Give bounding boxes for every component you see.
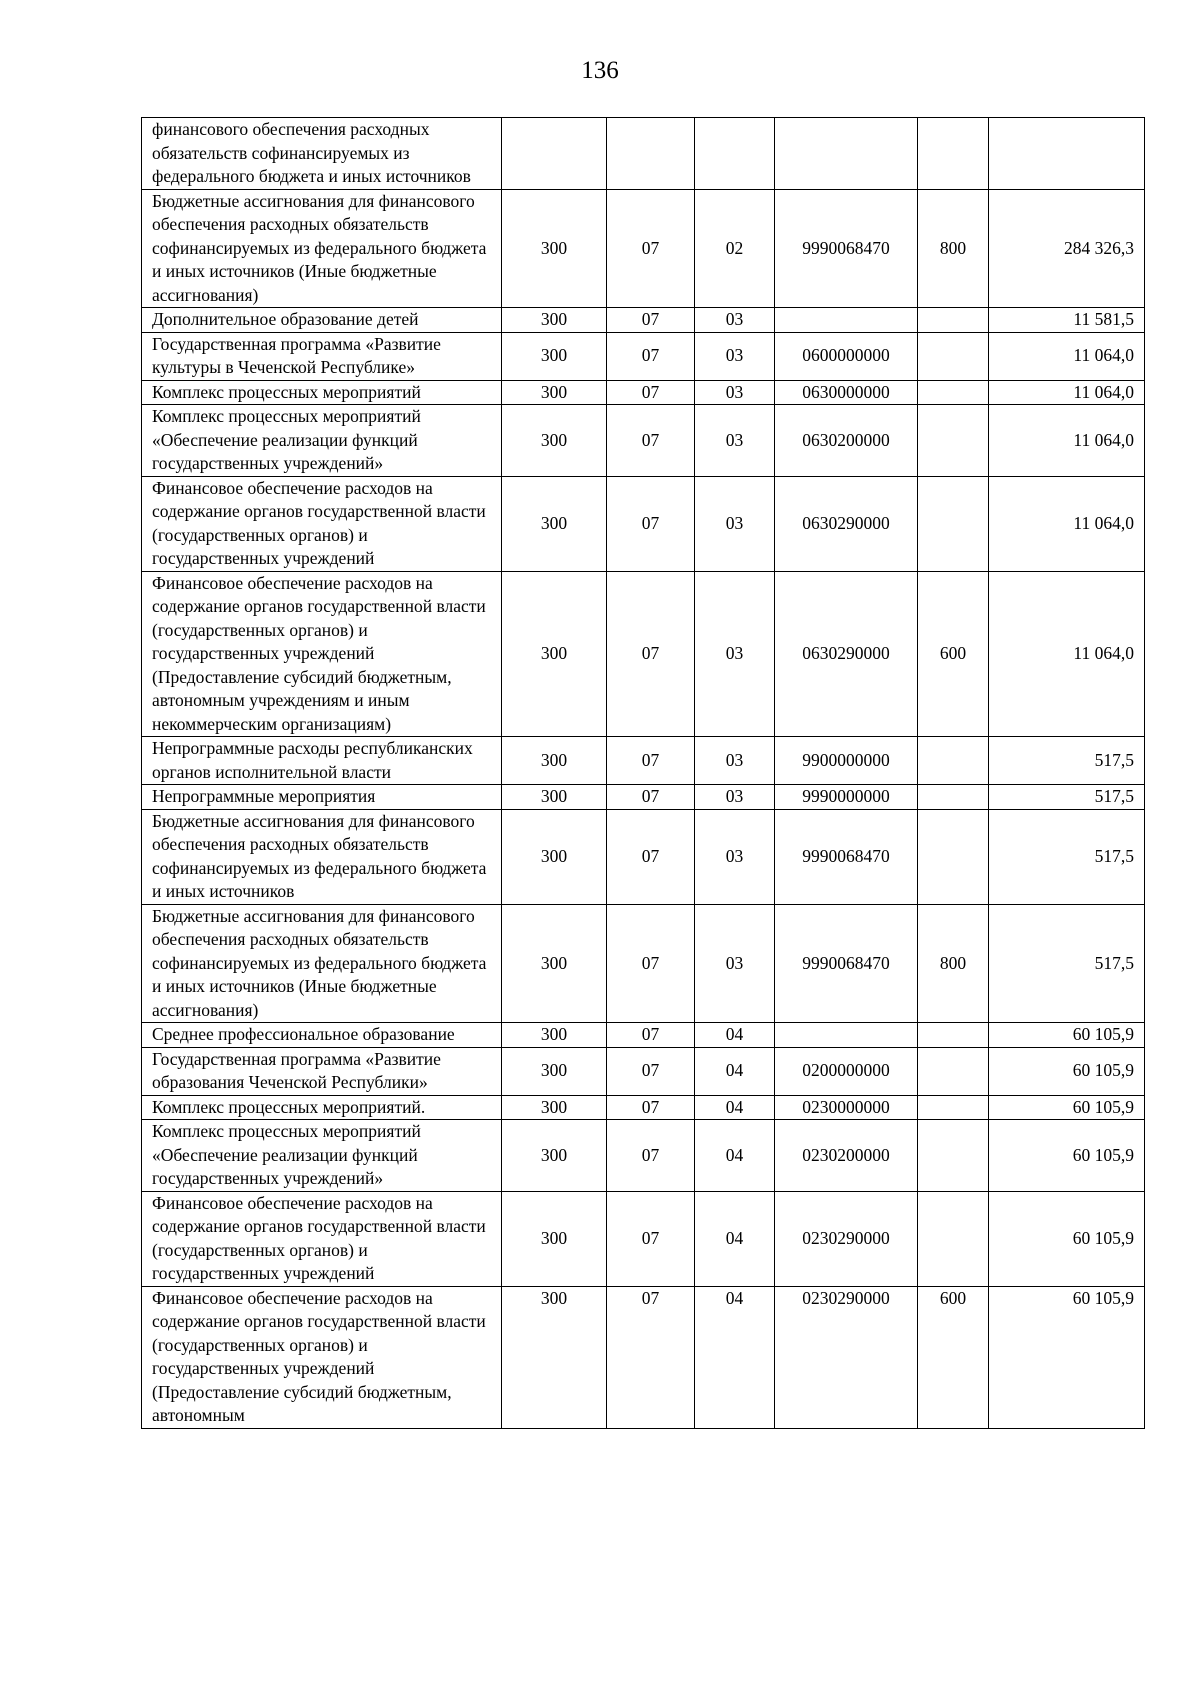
row-name-cell: Государственная программа «Развитие культуры в Чеченской Республике» [142,332,502,380]
rz-cell: 07 [607,476,695,571]
table-row [142,1047,1145,1095]
amount-cell: 60 105,9 [989,1191,1145,1286]
amount-cell: 11 064,0 [989,571,1145,737]
csr-cell [775,118,918,190]
table-row [142,904,1145,1023]
pr-cell: 04 [695,1286,775,1428]
ved-cell: 300 [502,1286,607,1428]
csr-cell: 9990068470 [775,809,918,904]
rz-cell: 07 [607,380,695,405]
ved-cell: 300 [502,308,607,333]
table-row [142,571,1145,737]
ved-cell: 300 [502,737,607,785]
row-name-cell: Комплекс процессных мероприятий «Обеспечение реализации функций государственных учреждений» [142,1120,502,1192]
csr-cell: 0230200000 [775,1120,918,1192]
amount-cell: 11 064,0 [989,380,1145,405]
amount-cell: 60 105,9 [989,1095,1145,1120]
vr-cell: 600 [918,1286,989,1428]
amount-cell: 517,5 [989,785,1145,810]
csr-cell: 0630290000 [775,476,918,571]
budget-table [141,117,1145,1429]
pr-cell: 04 [695,1047,775,1095]
pr-cell: 03 [695,405,775,477]
ved-cell: 300 [502,1191,607,1286]
table-row [142,1095,1145,1120]
rz-cell: 07 [607,1023,695,1048]
table-row [142,1286,1145,1428]
table-row [142,118,1145,190]
ved-cell: 300 [502,476,607,571]
row-name-cell: Непрограммные мероприятия [142,785,502,810]
pr-cell: 03 [695,785,775,810]
table-row [142,1191,1145,1286]
rz-cell: 07 [607,332,695,380]
rz-cell: 07 [607,785,695,810]
ved-cell: 300 [502,809,607,904]
row-name-cell: Финансовое обеспечение расходов на содержание органов государственной власти (государственных органов) и государственных учреждений (Предоставление субсидий бюджетным, автономным учреждениям и иным некоммерческим организациям) [142,571,502,737]
vr-cell [918,476,989,571]
pr-cell: 03 [695,332,775,380]
csr-cell: 0200000000 [775,1047,918,1095]
ved-cell: 300 [502,904,607,1023]
amount-cell: 284 326,3 [989,189,1145,308]
csr-cell: 0230000000 [775,1095,918,1120]
rz-cell [607,118,695,190]
vr-cell [918,1191,989,1286]
table-row [142,1120,1145,1192]
ved-cell: 300 [502,332,607,380]
table-row [142,332,1145,380]
rz-cell: 07 [607,405,695,477]
vr-cell [918,1023,989,1048]
pr-cell: 03 [695,571,775,737]
csr-cell: 0630290000 [775,571,918,737]
vr-cell [918,1095,989,1120]
vr-cell [918,380,989,405]
amount-cell: 11 064,0 [989,405,1145,477]
row-name-cell: финансового обеспечения расходных обязательств софинансируемых из федерального бюджета и иных источников [142,118,502,190]
table-row [142,405,1145,477]
pr-cell: 03 [695,476,775,571]
csr-cell [775,308,918,333]
page-number: 136 [581,57,619,84]
table-row [142,476,1145,571]
vr-cell [918,809,989,904]
amount-cell: 517,5 [989,809,1145,904]
ved-cell [502,118,607,190]
csr-cell: 9990068470 [775,904,918,1023]
table-row [142,737,1145,785]
pr-cell: 03 [695,904,775,1023]
row-name-cell: Финансовое обеспечение расходов на содержание органов государственной власти (государственных органов) и государственных учреждений [142,476,502,571]
vr-cell: 600 [918,571,989,737]
csr-cell [775,1023,918,1048]
table-row [142,1023,1145,1048]
amount-cell: 60 105,9 [989,1047,1145,1095]
amount-cell: 11 064,0 [989,332,1145,380]
csr-cell: 9900000000 [775,737,918,785]
rz-cell: 07 [607,1120,695,1192]
row-name-cell: Комплекс процессных мероприятий. [142,1095,502,1120]
ved-cell: 300 [502,1023,607,1048]
csr-cell: 9990068470 [775,189,918,308]
rz-cell: 07 [607,809,695,904]
pr-cell: 03 [695,308,775,333]
csr-cell: 0600000000 [775,332,918,380]
rz-cell: 07 [607,308,695,333]
vr-cell [918,118,989,190]
pr-cell: 03 [695,737,775,785]
vr-cell [918,737,989,785]
table-row [142,308,1145,333]
row-name-cell: Комплекс процессных мероприятий «Обеспечение реализации функций государственных учреждений» [142,405,502,477]
ved-cell: 300 [502,405,607,477]
vr-cell: 800 [918,189,989,308]
row-name-cell: Государственная программа «Развитие образования Чеченской Республики» [142,1047,502,1095]
vr-cell [918,332,989,380]
csr-cell: 0630000000 [775,380,918,405]
row-name-cell: Финансовое обеспечение расходов на содержание органов государственной власти (государственных органов) и государственных учреждений (Предоставление субсидий бюджетным, автономным [142,1286,502,1428]
rz-cell: 07 [607,904,695,1023]
amount-cell: 11 581,5 [989,308,1145,333]
ved-cell: 300 [502,785,607,810]
rz-cell: 07 [607,1047,695,1095]
vr-cell [918,1120,989,1192]
row-name-cell: Дополнительное образование детей [142,308,502,333]
vr-cell [918,405,989,477]
pr-cell: 02 [695,189,775,308]
amount-cell: 517,5 [989,904,1145,1023]
csr-cell: 0230290000 [775,1286,918,1428]
table-row [142,189,1145,308]
pr-cell: 03 [695,380,775,405]
row-name-cell: Непрограммные расходы республиканских органов исполнительной власти [142,737,502,785]
amount-cell: 11 064,0 [989,476,1145,571]
rz-cell: 07 [607,737,695,785]
ved-cell: 300 [502,1047,607,1095]
row-name-cell: Финансовое обеспечение расходов на содержание органов государственной власти (государственных органов) и государственных учреждений [142,1191,502,1286]
table-row [142,785,1145,810]
amount-cell [989,118,1145,190]
vr-cell: 800 [918,904,989,1023]
amount-cell: 60 105,9 [989,1023,1145,1048]
rz-cell: 07 [607,1191,695,1286]
vr-cell [918,308,989,333]
vr-cell [918,785,989,810]
csr-cell: 0630200000 [775,405,918,477]
amount-cell: 517,5 [989,737,1145,785]
ved-cell: 300 [502,189,607,308]
table-row [142,380,1145,405]
pr-cell [695,118,775,190]
csr-cell: 0230290000 [775,1191,918,1286]
ved-cell: 300 [502,380,607,405]
pr-cell: 04 [695,1120,775,1192]
ved-cell: 300 [502,1095,607,1120]
rz-cell: 07 [607,571,695,737]
pr-cell: 04 [695,1191,775,1286]
pr-cell: 04 [695,1023,775,1048]
table-row [142,809,1145,904]
row-name-cell: Комплекс процессных мероприятий [142,380,502,405]
rz-cell: 07 [607,1095,695,1120]
row-name-cell: Бюджетные ассигнования для финансового обеспечения расходных обязательств софинансируемых из федерального бюджета и иных источников [142,809,502,904]
pr-cell: 04 [695,1095,775,1120]
pr-cell: 03 [695,809,775,904]
row-name-cell: Среднее профессиональное образование [142,1023,502,1048]
rz-cell: 07 [607,1286,695,1428]
amount-cell: 60 105,9 [989,1120,1145,1192]
ved-cell: 300 [502,571,607,737]
row-name-cell: Бюджетные ассигнования для финансового обеспечения расходных обязательств софинансируемых из федерального бюджета и иных источников (Иные бюджетные ассигнования) [142,189,502,308]
rz-cell: 07 [607,189,695,308]
row-name-cell: Бюджетные ассигнования для финансового обеспечения расходных обязательств софинансируемых из федерального бюджета и иных источников (Иные бюджетные ассигнования) [142,904,502,1023]
amount-cell: 60 105,9 [989,1286,1145,1428]
vr-cell [918,1047,989,1095]
csr-cell: 9990000000 [775,785,918,810]
ved-cell: 300 [502,1120,607,1192]
